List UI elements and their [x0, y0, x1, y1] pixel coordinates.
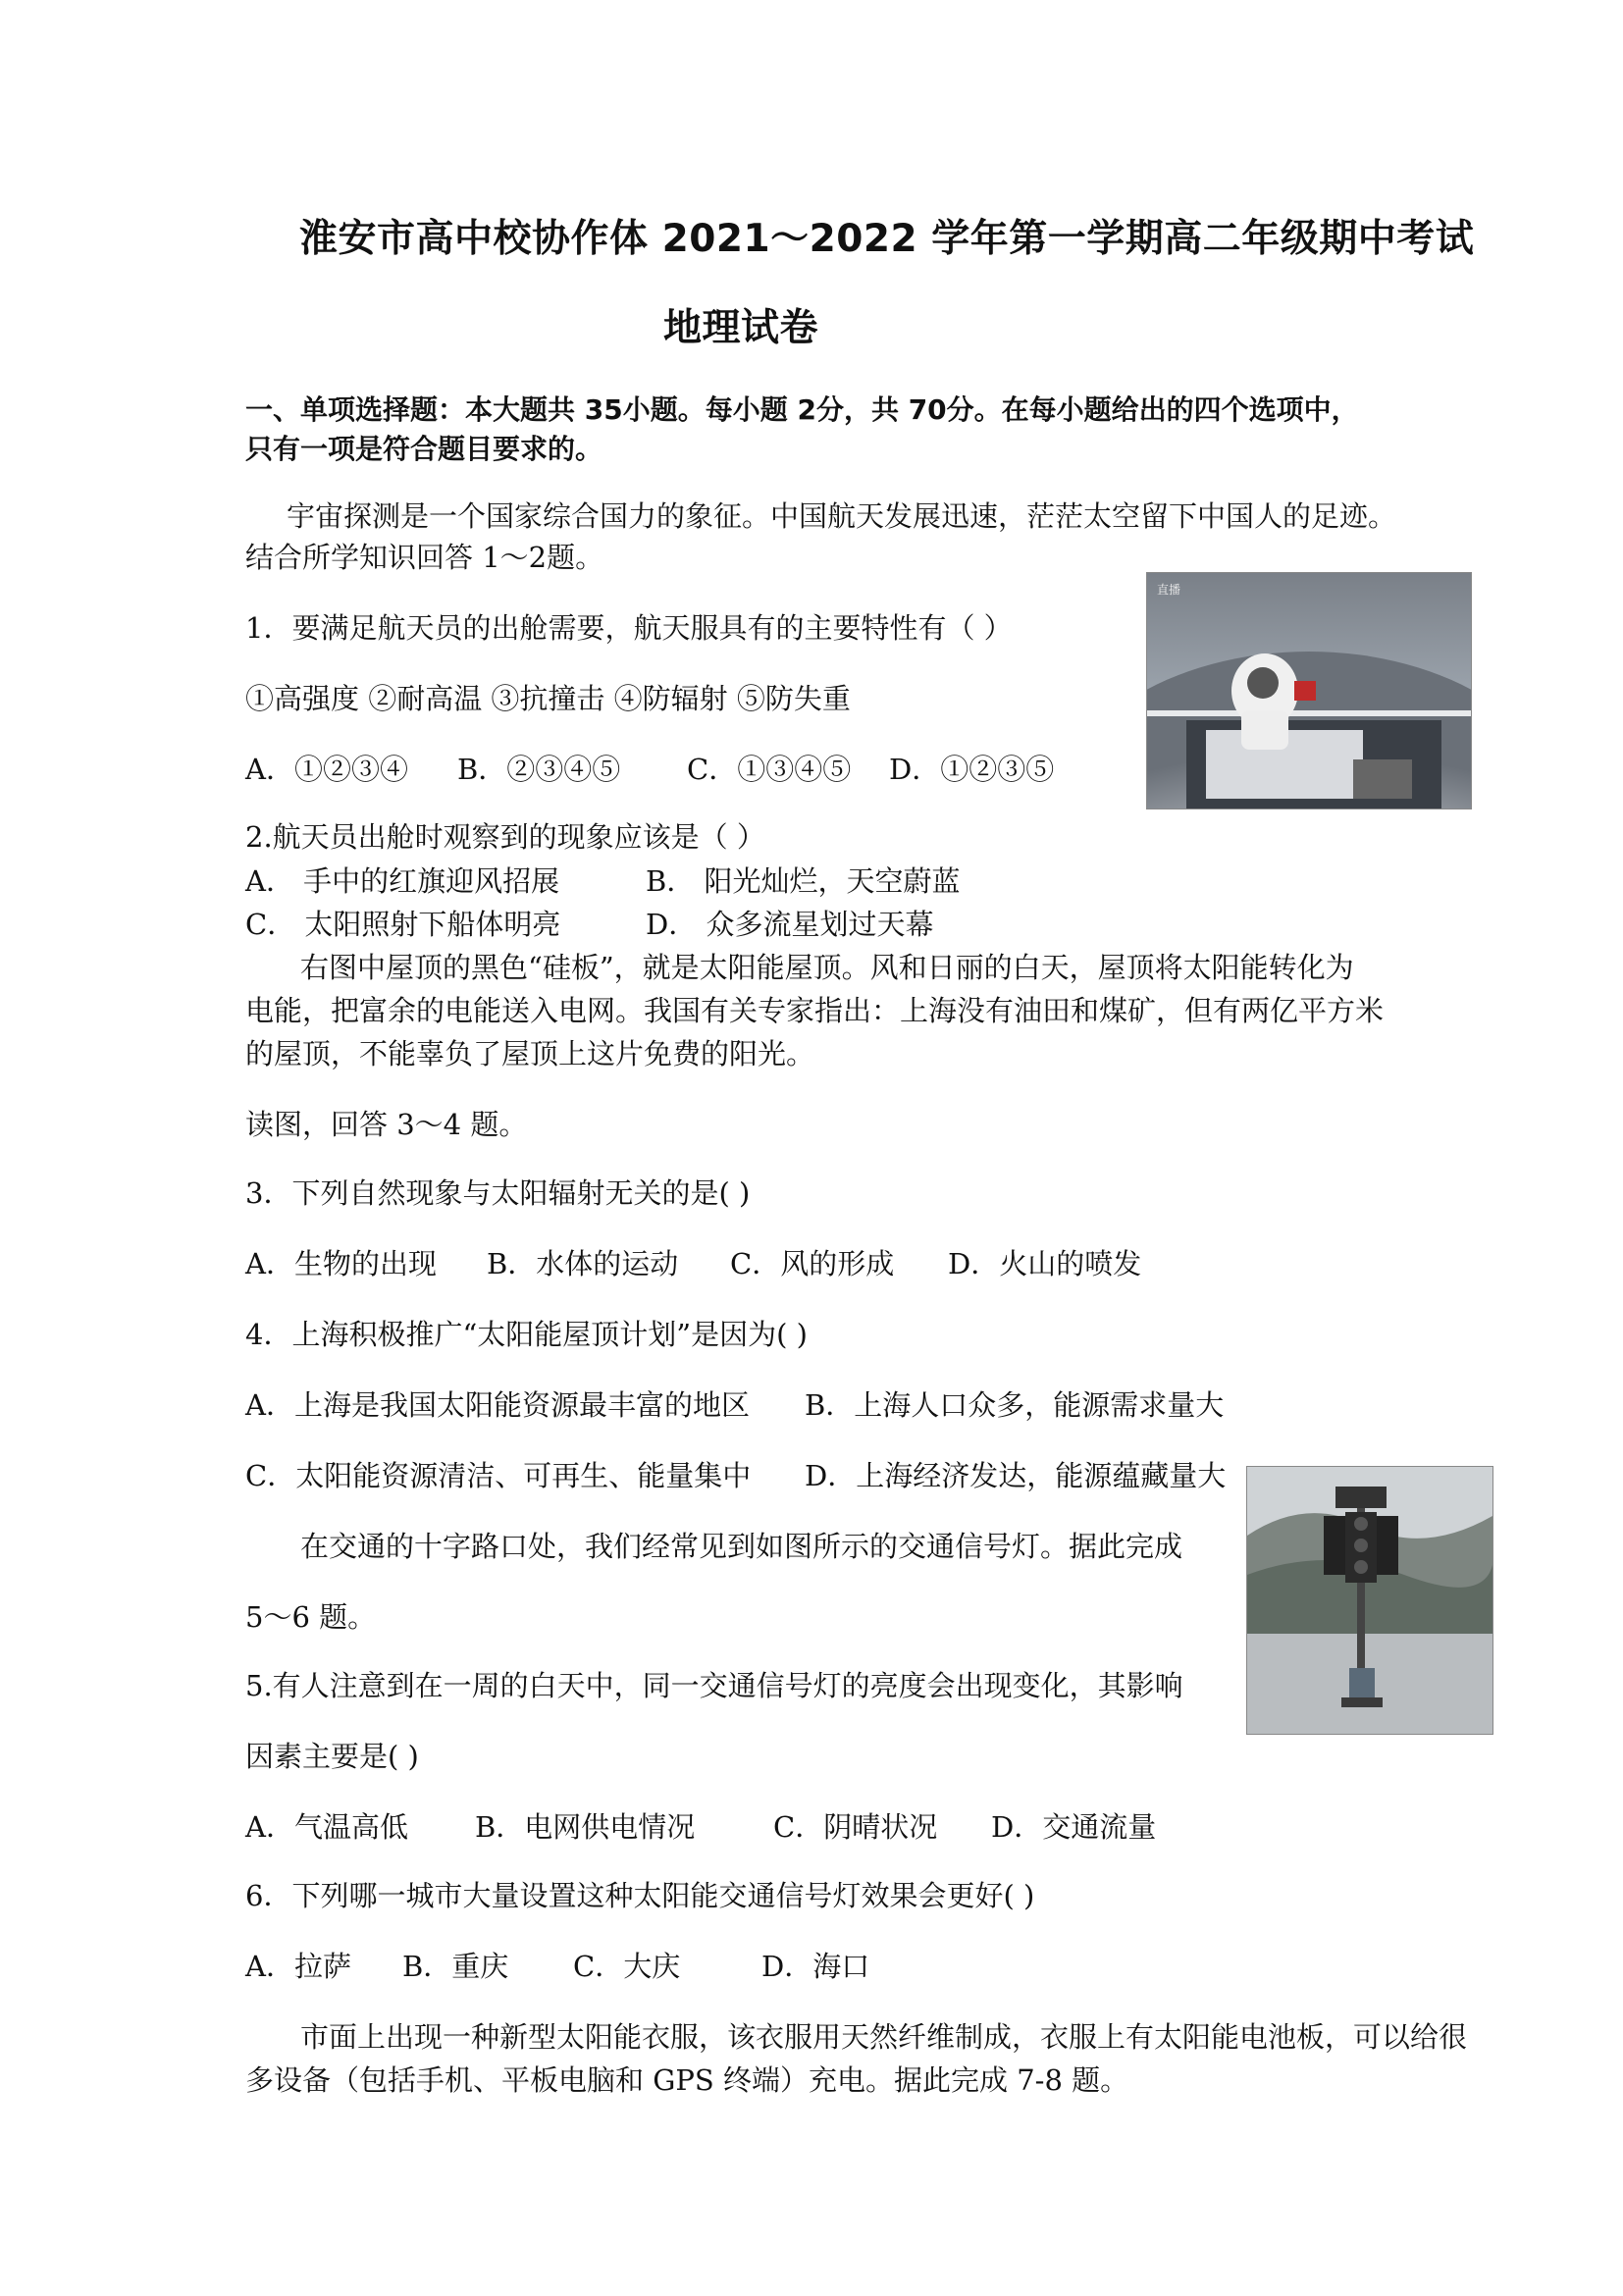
q1-option-c: C．①③④⑤: [687, 753, 852, 786]
exam-subtitle: 地理试卷: [663, 306, 819, 350]
q1-option-a: A．①②③④: [245, 753, 408, 786]
traffic-light-photo: [1246, 1466, 1493, 1735]
intro4-line1: 市面上出现一种新型太阳能衣服，该衣服用天然纤维制成，衣服上有太阳能电池板，可以给很: [300, 2020, 1468, 2054]
q6-option-d: D．海口: [761, 1950, 870, 1983]
q4-option-d: D．上海经济发达，能源蕴藏量大: [805, 1459, 1227, 1492]
intro4-line2: 多设备（包括手机、平板电脑和 GPS 终端）充电。据此完成 7-8 题。: [245, 2063, 1129, 2097]
q3-stem: 3．下列自然现象与太阳辐射无关的是( ): [245, 1176, 751, 1210]
q4-option-a: A．上海是我国太阳能资源最丰富的地区: [245, 1388, 750, 1422]
q6-option-a: A．拉萨: [245, 1950, 351, 1983]
astronaut-photo: [1146, 572, 1472, 809]
q5-option-a: A．气温高低: [245, 1810, 408, 1844]
traffic-light-illustration: [1247, 1467, 1492, 1734]
q2-stem: 2.航天员出舱时观察到的现象应该是（ ）: [245, 820, 765, 854]
section-heading-line1: 一、单项选择题：本大题共 35小题。每小题 2分，共 70分。在每小题给出的四个选项中，: [245, 393, 1359, 426]
q1-stem: 1．要满足航天员的出舱需要，航天服具有的主要特性有（ ）: [245, 611, 1013, 645]
q3-option-b: B．水体的运动: [487, 1247, 679, 1280]
astronaut-illustration: [1147, 573, 1471, 809]
q1-items: ①高强度 ②耐高温 ③抗撞击 ④防辐射 ⑤防失重: [245, 682, 851, 715]
q4-option-b: B．上海人口众多，能源需求量大: [805, 1388, 1225, 1422]
section-heading-line2: 只有一项是符合题目要求的。: [245, 433, 603, 465]
q5-stem-line2: 因素主要是( ): [245, 1740, 419, 1773]
q5-option-d: D．交通流量: [991, 1810, 1157, 1844]
q4-stem: 4．上海积极推广“太阳能屋顶计划”是因为( ): [245, 1318, 808, 1351]
intro2-line2: 电能，把富余的电能送入电网。我国有关专家指出：上海没有油田和煤矿，但有两亿平方米: [245, 994, 1385, 1027]
intro3-line2: 5～6 题。: [245, 1600, 377, 1634]
intro2-line3: 的屋顶，不能辜负了屋顶上这片免费的阳光。: [245, 1037, 815, 1070]
astronaut-photo-caption: 直播: [1157, 583, 1181, 597]
exam-title: 淮安市高中校协作体 2021～2022 学年第一学期高二年级期中考试: [299, 217, 1475, 261]
q5-option-c: C．阴晴状况: [773, 1810, 938, 1844]
q6-option-b: B．重庆: [402, 1950, 509, 1983]
q6-stem: 6．下列哪一城市大量设置这种太阳能交通信号灯效果会更好( ): [245, 1879, 1035, 1912]
q5-option-b: B．电网供电情况: [475, 1810, 696, 1844]
q6-option-c: C．大庆: [573, 1950, 681, 1983]
intro2-line4: 读图，回答 3～4 题。: [245, 1108, 528, 1141]
intro3-line1: 在交通的十字路口处，我们经常见到如图所示的交通信号灯。据此完成: [300, 1530, 1183, 1563]
q1-option-b: B．②③④⑤: [457, 753, 621, 786]
q2-option-b: B． 阳光灿烂，天空蔚蓝: [646, 864, 961, 898]
q2-option-a: A． 手中的红旗迎风招展: [245, 864, 560, 898]
q2-option-d: D． 众多流星划过天幕: [646, 908, 934, 941]
q4-option-c: C．太阳能资源清洁、可再生、能量集中: [245, 1459, 752, 1492]
intro2-line1: 右图中屋顶的黑色“硅板”，就是太阳能屋顶。风和日丽的白天，屋顶将太阳能转化为: [300, 951, 1354, 984]
intro1-line1: 宇宙探测是一个国家综合国力的象征。中国航天发展迅速，茫茫太空留下中国人的足迹。: [287, 499, 1397, 533]
q3-option-a: A．生物的出现: [245, 1247, 437, 1280]
q5-stem-line1: 5.有人注意到在一周的白天中，同一交通信号灯的亮度会出现变化，其影响: [245, 1669, 1183, 1702]
q3-option-d: D．火山的喷发: [948, 1247, 1142, 1280]
q1-option-d: D．①②③⑤: [889, 753, 1055, 786]
q3-option-c: C．风的形成: [730, 1247, 895, 1280]
intro1-line2: 结合所学知识回答 1～2题。: [245, 541, 604, 574]
q2-option-c: C． 太阳照射下船体明亮: [245, 908, 561, 941]
